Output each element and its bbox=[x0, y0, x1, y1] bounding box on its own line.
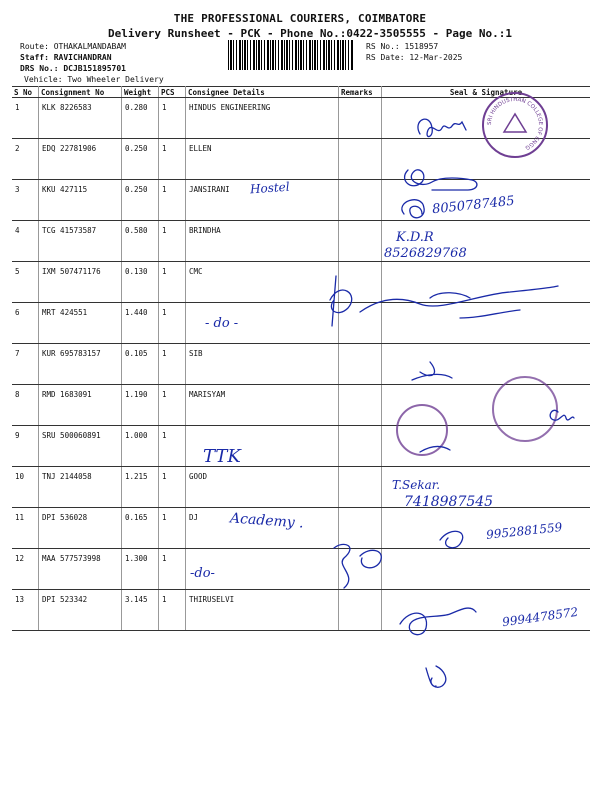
cell-consignment: RMD 1683091 bbox=[39, 385, 122, 426]
cell-sno: 11 bbox=[12, 508, 39, 549]
cell-sno: 1 bbox=[12, 98, 39, 139]
cell-weight: 0.250 bbox=[122, 139, 159, 180]
cell-pcs: 1 bbox=[159, 590, 186, 631]
handwritten-tsekar: T.Sekar. bbox=[392, 478, 441, 492]
vehicle: Vehicle: Two Wheeler Delivery bbox=[24, 75, 164, 84]
cell-pcs: 1 bbox=[159, 467, 186, 508]
cell-consignee: JANSIRANI bbox=[186, 180, 339, 221]
signature-2 bbox=[405, 170, 477, 190]
handwritten-hostel: Hostel bbox=[249, 179, 291, 197]
signature-3 bbox=[402, 200, 424, 218]
cell-consignee: CMC bbox=[186, 262, 339, 303]
cell-sno: 3 bbox=[12, 180, 39, 221]
cell-weight: 0.130 bbox=[122, 262, 159, 303]
cell-pcs: 1 bbox=[159, 385, 186, 426]
cell-sno: 2 bbox=[12, 139, 39, 180]
staff: Staff: RAVICHANDRAN bbox=[20, 53, 112, 62]
handwritten-ttk: TTK bbox=[203, 446, 241, 467]
company-title: THE PROFESSIONAL COURIERS, COIMBATORE bbox=[173, 12, 427, 25]
handwritten-phone-13: 9994478572 bbox=[501, 604, 579, 630]
cell-weight: 1.300 bbox=[122, 549, 159, 590]
cell-consignment: TNJ 2144058 bbox=[39, 467, 122, 508]
cell-pcs: 1 bbox=[159, 426, 186, 467]
col-consignee: Consignee Details bbox=[186, 87, 339, 98]
handwritten-do-6: - do - bbox=[205, 316, 239, 331]
cell-pcs: 1 bbox=[159, 262, 186, 303]
drs-number: DRS No.: DCJB151895701 bbox=[20, 64, 126, 73]
col-signature: Seal & Signature bbox=[382, 87, 591, 98]
signature-1 bbox=[418, 119, 466, 136]
handwritten-phone-4: 8526829768 bbox=[384, 246, 467, 261]
cell-consignment: MRT 424551 bbox=[39, 303, 122, 344]
cell-sno: 6 bbox=[12, 303, 39, 344]
handwritten-do-12: -do- bbox=[190, 566, 215, 581]
route: Route: OTHAKALMANDABAM bbox=[20, 42, 126, 51]
cell-sno: 4 bbox=[12, 221, 39, 262]
cell-consignment: DPI 536028 bbox=[39, 508, 122, 549]
cell-consignee: SIB bbox=[186, 344, 339, 385]
cell-consignment: KLK 8226583 bbox=[39, 98, 122, 139]
cell-pcs: 1 bbox=[159, 508, 186, 549]
col-pcs: PCS bbox=[159, 87, 186, 98]
handwritten-phone-10: 7418987545 bbox=[404, 494, 494, 510]
signature-7 bbox=[412, 362, 452, 380]
cell-sno: 9 bbox=[12, 426, 39, 467]
initials-bottom bbox=[426, 666, 446, 687]
seal-text: SRI HINDUSTHAN COLLEGE OF ENGG bbox=[486, 96, 544, 151]
rs-date: RS Date: 12-Mar-2025 bbox=[366, 53, 463, 62]
cell-weight: 1.215 bbox=[122, 467, 159, 508]
cell-weight: 0.580 bbox=[122, 221, 159, 262]
cell-consignee: THIRUSELVI bbox=[186, 590, 339, 631]
cell-weight: 0.105 bbox=[122, 344, 159, 385]
handwritten-phone-11: 9952881559 bbox=[485, 520, 563, 542]
col-consignment: Consignment No bbox=[39, 87, 122, 98]
cell-sno: 8 bbox=[12, 385, 39, 426]
cell-weight: 1.440 bbox=[122, 303, 159, 344]
cell-consignee: HINDUS ENGINEERING bbox=[186, 98, 339, 139]
cell-sno: 7 bbox=[12, 344, 39, 385]
cell-pcs: 1 bbox=[159, 180, 186, 221]
col-sno: S No bbox=[12, 87, 39, 98]
cell-consignment: IXM 507471176 bbox=[39, 262, 122, 303]
rs-number: RS No.: 1518957 bbox=[366, 42, 439, 51]
cell-consignment: SRU 500060891 bbox=[39, 426, 122, 467]
cell-weight: 0.165 bbox=[122, 508, 159, 549]
cell-weight: 0.280 bbox=[122, 98, 159, 139]
cell-weight: 1.190 bbox=[122, 385, 159, 426]
cell-pcs: 1 bbox=[159, 221, 186, 262]
cell-weight: 3.145 bbox=[122, 590, 159, 631]
signature-13 bbox=[400, 608, 476, 635]
signature-8 bbox=[550, 410, 574, 420]
cell-consignment: KUR 695783157 bbox=[39, 344, 122, 385]
col-remarks: Remarks bbox=[339, 87, 382, 98]
cell-sno: 13 bbox=[12, 590, 39, 631]
cell-pcs: 1 bbox=[159, 139, 186, 180]
cell-consignment: EDQ 22781906 bbox=[39, 139, 122, 180]
signature-9 bbox=[420, 446, 450, 452]
runsheet-heading: Delivery Runsheet - PCK - Phone No.:0422-3505555 - Page No.:1 bbox=[108, 27, 512, 40]
cell-sno: 10 bbox=[12, 467, 39, 508]
signature-12 bbox=[334, 544, 381, 588]
cell-consignee: GOOD bbox=[186, 467, 339, 508]
cell-pcs: 1 bbox=[159, 549, 186, 590]
handwritten-academy: Academy . bbox=[229, 510, 305, 532]
cell-weight: 1.000 bbox=[122, 426, 159, 467]
col-weight: Weight bbox=[122, 87, 159, 98]
cell-pcs: 1 bbox=[159, 303, 186, 344]
cell-consignee: BRINDHA bbox=[186, 221, 339, 262]
signature-6 bbox=[330, 276, 558, 326]
signature-11 bbox=[440, 531, 463, 547]
cell-sno: 5 bbox=[12, 262, 39, 303]
cell-pcs: 1 bbox=[159, 344, 186, 385]
handwritten-kdr: K.D.R bbox=[396, 230, 434, 245]
cell-sno: 12 bbox=[12, 549, 39, 590]
handwritten-phone-3: 8050787485 bbox=[431, 193, 516, 218]
cell-consignee: ELLEN bbox=[186, 139, 339, 180]
cell-pcs: 1 bbox=[159, 98, 186, 139]
cell-consignment: MAA 577573998 bbox=[39, 549, 122, 590]
cell-consignment: KKU 427115 bbox=[39, 180, 122, 221]
cell-consignment: TCG 41573587 bbox=[39, 221, 122, 262]
cell-consignment: DPI 523342 bbox=[39, 590, 122, 631]
cell-weight: 0.250 bbox=[122, 180, 159, 221]
cell-consignee: MARISYAM bbox=[186, 385, 339, 426]
cell-consignee: DJ bbox=[186, 508, 339, 549]
